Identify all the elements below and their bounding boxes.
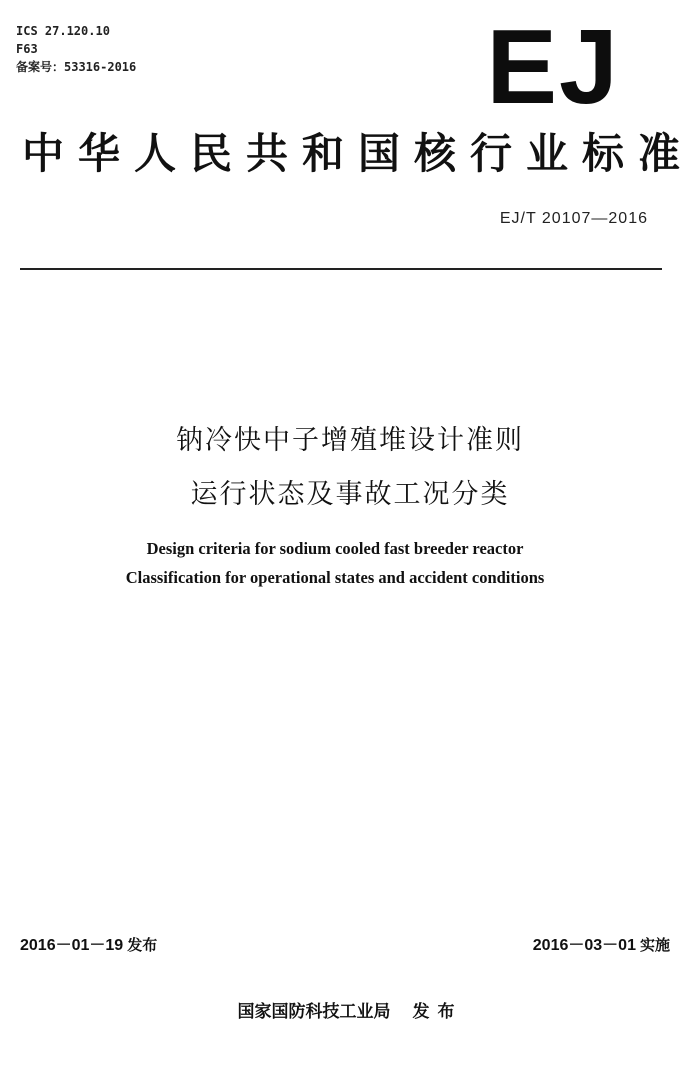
english-title-line-2: Classification for operational states and accident conditions [125,568,545,587]
header-divider [20,268,662,270]
publisher-name: 国家国防科技工业局 [237,1002,391,1022]
ej-logo: EJ [486,8,620,126]
ics-code: ICS 27.120.10 [16,24,110,38]
metadata-block [16,22,136,76]
chinese-title-line-1: 钠冷快中子增殖堆设计准则 [176,425,524,456]
english-title-line-1: Design criteria for sodium cooled fast breeder reactor [146,539,524,558]
publisher-action: 发布 [412,1002,463,1022]
effective-date [533,932,670,955]
standard-type-heading: 中华人民共和国核行业标准 [22,129,695,178]
publisher-line [0,997,700,1022]
issue-date-value: 2016－01－19 [20,937,124,954]
filing-number: 备案号：53316-2016 [16,60,137,74]
issue-date-label: 发布 [127,936,158,954]
effective-date-value: 2016－03－01 [532,937,636,954]
issue-date [20,932,157,955]
ccs-code: F63 [16,42,38,56]
chinese-title-line-2: 运行状态及事故工况分类 [190,479,510,510]
effective-date-label: 实施 [639,936,670,954]
standard-number: EJ/T 20107—2016 [499,210,648,227]
